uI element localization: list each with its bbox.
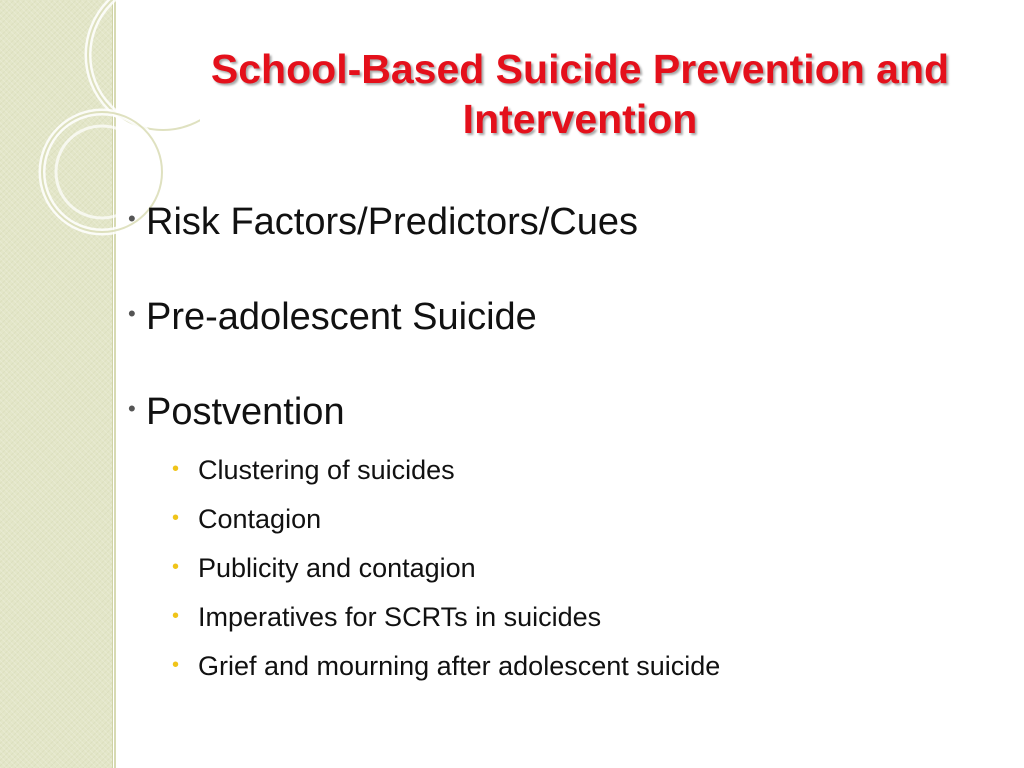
bullet-item [128, 289, 1008, 350]
sub-bullet-list [172, 447, 1008, 692]
slide-title: School-Based Suicide Prevention and Intervention [210, 46, 950, 142]
sub-bullet-item [172, 545, 1008, 594]
sub-bullet-item [172, 594, 1008, 643]
sub-bullet-item [172, 496, 1008, 545]
bullet-icon: • [128, 396, 136, 421]
bullet-icon: • [128, 206, 136, 231]
sub-bullet-icon: • [172, 556, 180, 578]
bullet-item [128, 194, 1008, 255]
sub-bullet-text: Contagion [198, 504, 322, 534]
sub-bullet-item [172, 643, 1008, 692]
bullet-text: Pre-adolescent Suicide [146, 296, 537, 338]
bullet-icon: • [128, 301, 136, 326]
bullet-item [128, 384, 1008, 445]
bullet-text: Risk Factors/Predictors/Cues [146, 201, 639, 243]
sub-bullet-text: Grief and mourning after adolescent suicide [198, 651, 721, 681]
sub-bullet-icon: • [172, 654, 180, 676]
sub-bullet-text: Imperatives for SCRTs in suicides [198, 602, 602, 632]
bullet-list [128, 194, 1008, 692]
sub-bullet-icon: • [172, 605, 180, 627]
sub-bullet-icon: • [172, 507, 180, 529]
sub-bullet-text: Clustering of suicides [198, 455, 455, 485]
bullet-text: Postvention [146, 391, 345, 433]
sub-bullet-item [172, 447, 1008, 496]
sub-bullet-text: Publicity and contagion [198, 553, 476, 583]
sub-bullet-icon: • [172, 458, 180, 480]
